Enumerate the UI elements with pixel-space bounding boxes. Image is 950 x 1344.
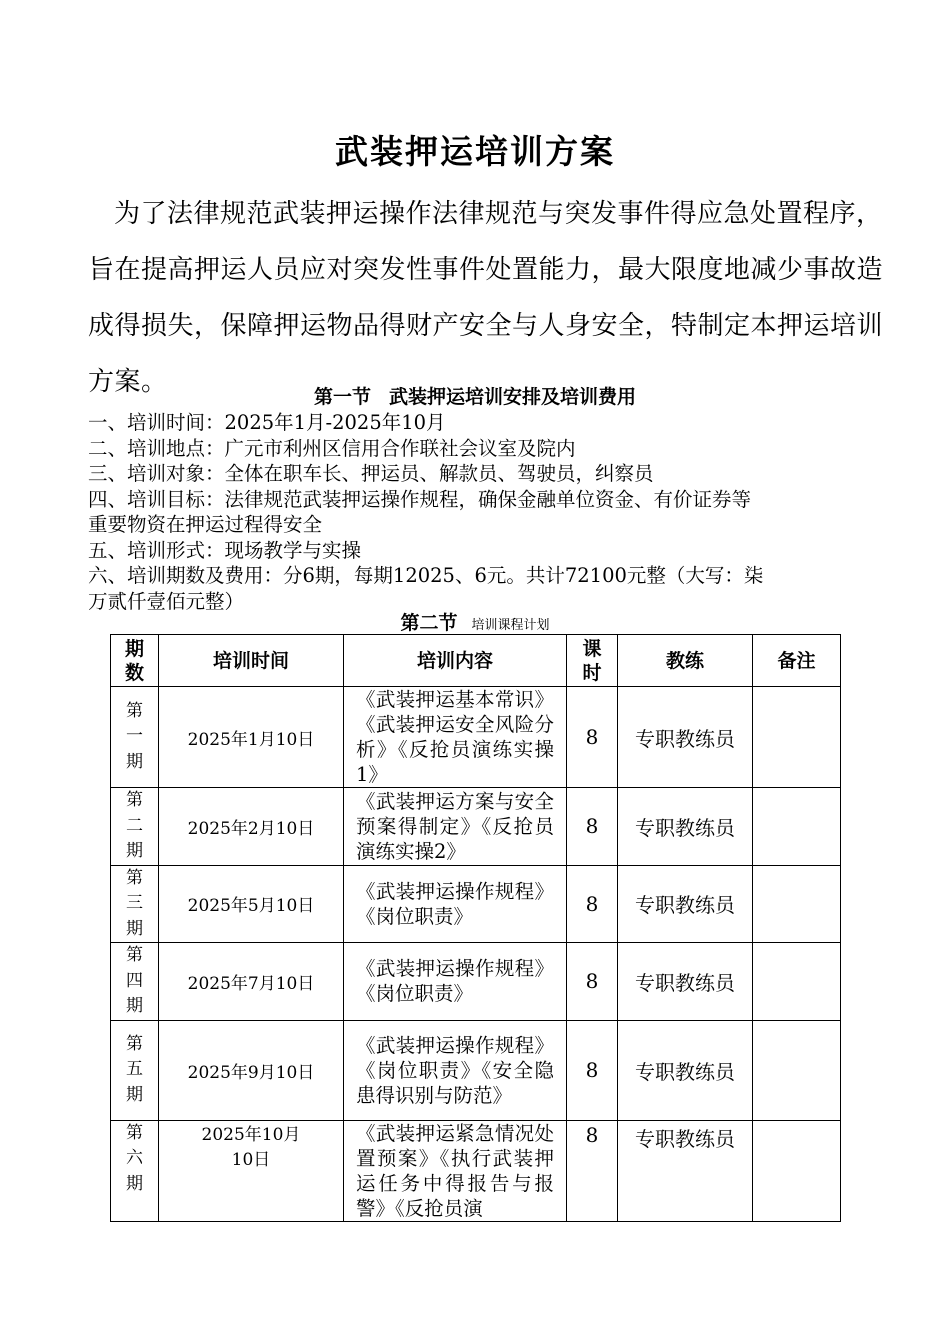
- document-title: 武装押运培训方案: [335, 132, 615, 171]
- section1-title: 武装押运培训安排及培训费用: [389, 386, 637, 408]
- header-time: 培训时间: [159, 635, 344, 687]
- cell-content: 《武装押运操作规程》《岗位职责》《安全隐患得识别与防范》: [344, 1020, 567, 1120]
- intro-line: 为了法律规范武装押运操作法律规范与突发事件得应急处置程序，: [114, 199, 883, 229]
- cell-hours: 8: [567, 1120, 618, 1221]
- table-row: [111, 687, 841, 788]
- table-header-row: [111, 635, 841, 687]
- training-schedule-table: [110, 634, 841, 1222]
- intro-paragraph: [88, 186, 884, 410]
- list-item: 一、培训时间：2025年1月-2025年10月: [88, 411, 446, 434]
- cell-note: [753, 943, 841, 1021]
- list-item: 四、培训目标：法律规范武装押运操作规程，确保金融单位资金、有价证券等: [88, 487, 752, 511]
- header-coach: 教练: [618, 635, 753, 687]
- intro-line: 成得损失，保障押运物品得财产安全与人身安全，特制定本押运培训: [88, 311, 884, 341]
- cell-hours: 8: [567, 687, 618, 788]
- cell-content: 《武装押运基本常识》《武装押运安全风险分析》《反抢员演练实操1》: [344, 687, 567, 788]
- table-row: [111, 943, 841, 1021]
- cell-coach: 专职教练员: [618, 943, 753, 1021]
- cell-period: 第六期: [111, 1120, 159, 1221]
- table-row: [111, 788, 841, 866]
- table-row: [111, 1020, 841, 1120]
- cell-note: [753, 1020, 841, 1120]
- header-hours: 课时: [567, 635, 618, 687]
- cell-note: [753, 1120, 841, 1221]
- cell-period: 第二期: [111, 788, 159, 866]
- section2-label: 第二节: [400, 612, 458, 634]
- intro-line: 方案。: [88, 367, 168, 397]
- list-item: 三、培训对象：全体在职车长、押运员、解款员、驾驶员，纠察员: [88, 462, 654, 485]
- cell-note: [753, 687, 841, 788]
- cell-time: 2025年10月10日: [159, 1120, 344, 1221]
- cell-content: 《武装押运紧急情况处置预案》《执行武装押运任务中得报告与报警》《反抢员演: [344, 1120, 567, 1221]
- cell-content: 《武装押运方案与安全预案得制定》《反抢员演练实操2》: [344, 788, 567, 866]
- intro-line: 旨在提高押运人员应对突发性事件处置能力，最大限度地减少事故造: [88, 255, 884, 285]
- cell-coach: 专职教练员: [618, 1020, 753, 1120]
- cell-period: 第五期: [111, 1020, 159, 1120]
- cell-time: 2025年2月10日: [159, 788, 344, 866]
- cell-hours: 8: [567, 943, 618, 1021]
- header-period: 期数: [111, 635, 159, 687]
- cell-hours: 8: [567, 1020, 618, 1120]
- cell-content: 《武装押运操作规程》《岗位职责》: [344, 943, 567, 1021]
- cell-note: [753, 865, 841, 943]
- section1-heading: [0, 384, 950, 410]
- cell-period: 第一期: [111, 687, 159, 788]
- list-item: 六、培训期数及费用：分6期，每期12025、6元。共计72100元整（大写：柒: [88, 564, 764, 587]
- table-row: [111, 865, 841, 943]
- cell-time: 2025年1月10日: [159, 687, 344, 788]
- cell-coach: 专职教练员: [618, 687, 753, 788]
- cell-hours: 8: [567, 788, 618, 866]
- cell-period: 第四期: [111, 943, 159, 1021]
- cell-hours: 8: [567, 865, 618, 943]
- list-item: 五、培训形式：现场教学与实操: [88, 538, 362, 562]
- list-item: 二、培训地点：广元市利州区信用合作联社会议室及院内: [88, 436, 576, 460]
- cell-note: [753, 788, 841, 866]
- cell-coach: 专职教练员: [618, 788, 753, 866]
- table-row: [111, 1120, 841, 1221]
- cell-period: 第三期: [111, 865, 159, 943]
- cell-coach: 专职教练员: [618, 1120, 753, 1221]
- cell-time: 2025年5月10日: [159, 865, 344, 943]
- cell-content: 《武装押运操作规程》《岗位职责》: [344, 865, 567, 943]
- header-note: 备注: [753, 635, 841, 687]
- header-content: 培训内容: [344, 635, 567, 687]
- list-item: 重要物资在押运过程得安全: [88, 513, 323, 536]
- list-item: 万贰仟壹佰元整）: [88, 589, 245, 613]
- section2-subtitle: 培训课程计划: [471, 618, 550, 633]
- cell-time: 2025年9月10日: [159, 1020, 344, 1120]
- cell-time: 2025年7月10日: [159, 943, 344, 1021]
- cell-coach: 专职教练员: [618, 865, 753, 943]
- section1-items: [88, 410, 866, 614]
- section1-label: 第一节: [313, 386, 371, 408]
